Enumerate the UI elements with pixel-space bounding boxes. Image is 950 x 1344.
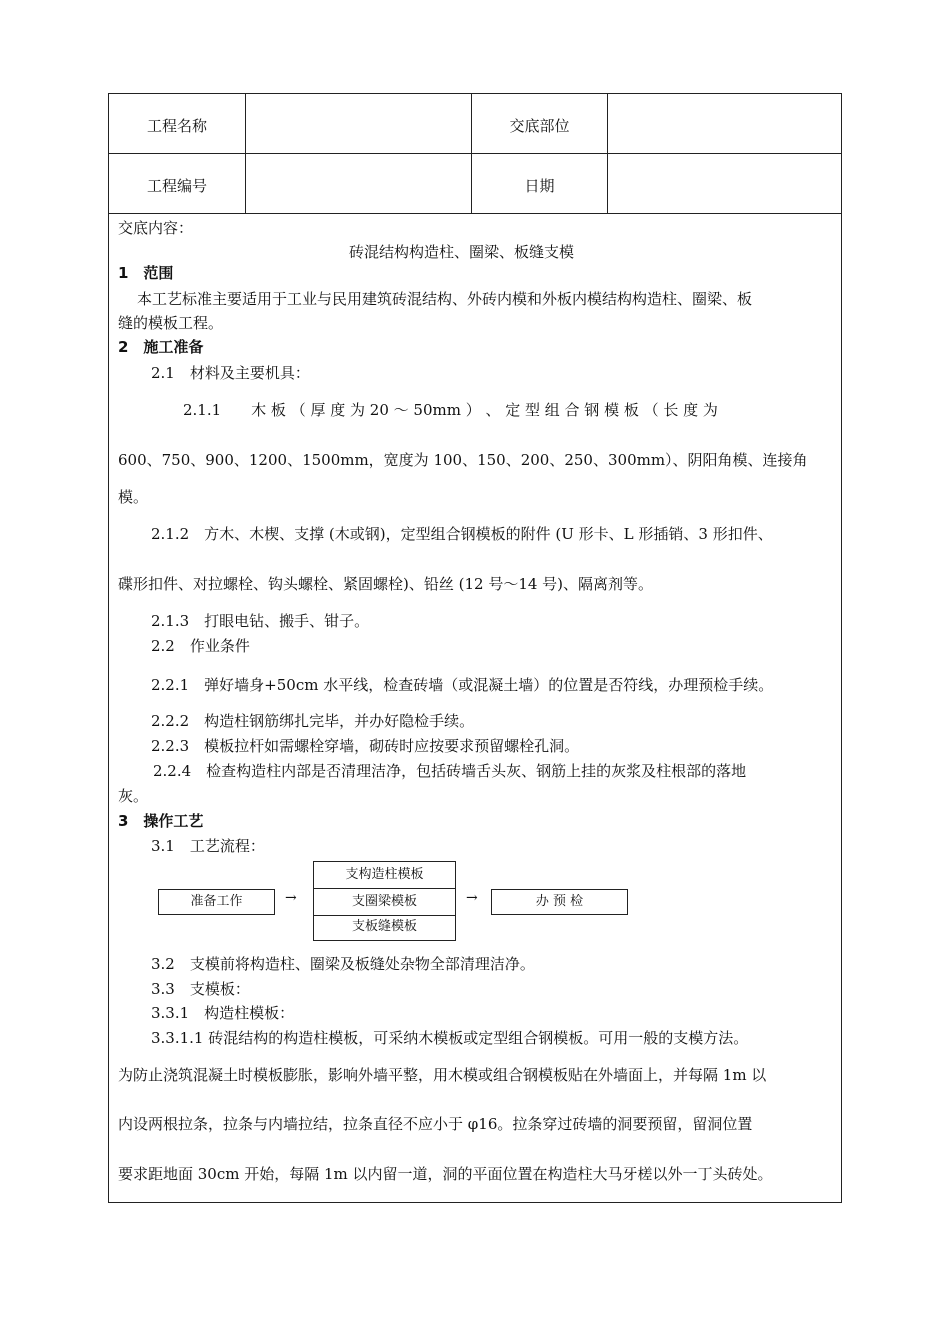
flow-step-ringbeam-formwork: 支圈梁模板 — [314, 888, 455, 916]
section-2-1-1-line1: 2.1.1 木 板 （ 厚 度 为 20 ～ 50mm ） 、 定 型 组 合 钢 模 板 （ 长 度 为 — [183, 401, 718, 419]
section-3-3-1-1-line3: 内设两根拉条，拉条与内墙拉结，拉条直径不应小于 φ16。拉条穿过砖墙的洞要预留，留洞位置 — [118, 1115, 753, 1133]
header-row-divider — [109, 153, 841, 154]
flow-step-prepare-label: 准备工作 — [190, 894, 243, 909]
content-title: 砖混结构构造柱、圈梁、板缝支模 — [349, 243, 575, 261]
flow-arrow-2: → — [466, 890, 478, 906]
flow-step-prepare — [158, 889, 275, 915]
section-3-3-1-1-line1: 3.3.1.1 砖混结构的构造柱模板，可采纳木模板或定型组合钢模板。可用一般的支模方法。 — [151, 1029, 749, 1047]
section-2-2-1: 2.2.1 弹好墙身+50cm 水平线，检查砖墙（或混凝土墙）的位置是否符线，办理预检手续。 — [151, 676, 774, 694]
document-frame — [108, 93, 842, 1203]
flow-step-precheck — [491, 889, 628, 915]
date-label: 日期 — [524, 177, 555, 195]
flow-step-formwork-group — [313, 861, 456, 941]
section-2-1-3: 2.1.3 打眼电钻、搬手、钳子。 — [151, 612, 370, 630]
section-3-3-1-1-line2: 为防止浇筑混凝土时模板膨胀，影响外墙平整，用木模或组合钢模板贴在外墙面上，并每隔 1m 以 — [118, 1066, 767, 1084]
section-3-3: 3.3 支模板： — [151, 980, 250, 998]
intro-label: 交底内容： — [118, 219, 194, 237]
flow-step-precheck-label: 办 预 检 — [535, 894, 584, 909]
project-no-label: 工程编号 — [146, 177, 207, 195]
location-label: 交底部位 — [509, 117, 570, 135]
section-2-1-2-line1: 2.1.2 方木、木楔、支撑 (木或钢)，定型组合钢模板的附件 (U 形卡、L 形插销、3 形扣件、 — [151, 525, 773, 543]
flow-step-column-formwork: 支构造柱模板 — [345, 867, 424, 882]
section-1-heading: 1 范围 — [118, 264, 174, 282]
section-2-heading: 2 施工准备 — [118, 338, 204, 356]
section-3-3-1-1-line4: 要求距地面 30cm 开始，每隔 1m 以内留一道，洞的平面位置在构造柱大马牙槎以外一丁头砖处。 — [118, 1165, 773, 1183]
section-2-1-2-line2: 碟形扣件、对拉螺栓、钩头螺栓、紧固螺栓)、铅丝 (12 号～14 号)、隔离剂等。 — [118, 575, 654, 593]
section-2-2-4-line2: 灰。 — [118, 787, 149, 805]
header-col-divider-3 — [607, 94, 608, 213]
section-1-para-line2: 缝的模板工程。 — [118, 314, 224, 332]
section-2-1-1-line3: 模。 — [118, 488, 149, 506]
project-name-label: 工程名称 — [146, 117, 207, 135]
section-3-1: 3.1 工艺流程： — [151, 837, 265, 855]
section-3-2: 3.2 支模前将构造柱、圈梁及板缝处杂物全部清理洁净。 — [151, 955, 535, 973]
section-3-3-1: 3.3.1 构造柱模板： — [151, 1004, 295, 1022]
section-3-heading: 3 操作工艺 — [118, 812, 204, 830]
section-2-1-1-line2: 600、750、900、1200、1500mm，宽度为 100、150、200、250、300mm）、阴阳角模、连接角 — [118, 451, 808, 469]
header-bottom-divider — [109, 213, 841, 214]
section-2-2-3: 2.2.3 模板拉杆如需螺栓穿墙，砌砖时应按要求预留螺栓孔洞。 — [151, 737, 580, 755]
section-2-2-4-line1: 2.2.4 检查构造柱内部是否清理洁净，包括砖墙舌头灰、钢筋上挂的灰浆及柱根部的落地 — [153, 762, 747, 780]
flow-arrow-1: → — [285, 890, 297, 906]
section-2-2-2: 2.2.2 构造柱钢筋绑扎完毕，并办好隐检手续。 — [151, 712, 475, 730]
section-1-para-line1: 本工艺标准主要适用于工业与民用建筑砖混结构、外砖内模和外板内模结构构造柱、圈梁、板 — [137, 290, 753, 308]
section-2-1: 2.1 材料及主要机具： — [151, 364, 310, 382]
section-2-2: 2.2 作业条件 — [151, 637, 250, 655]
flow-step-slabjoint-formwork: 支板缝模板 — [351, 919, 417, 934]
header-col-divider-1 — [245, 94, 246, 213]
